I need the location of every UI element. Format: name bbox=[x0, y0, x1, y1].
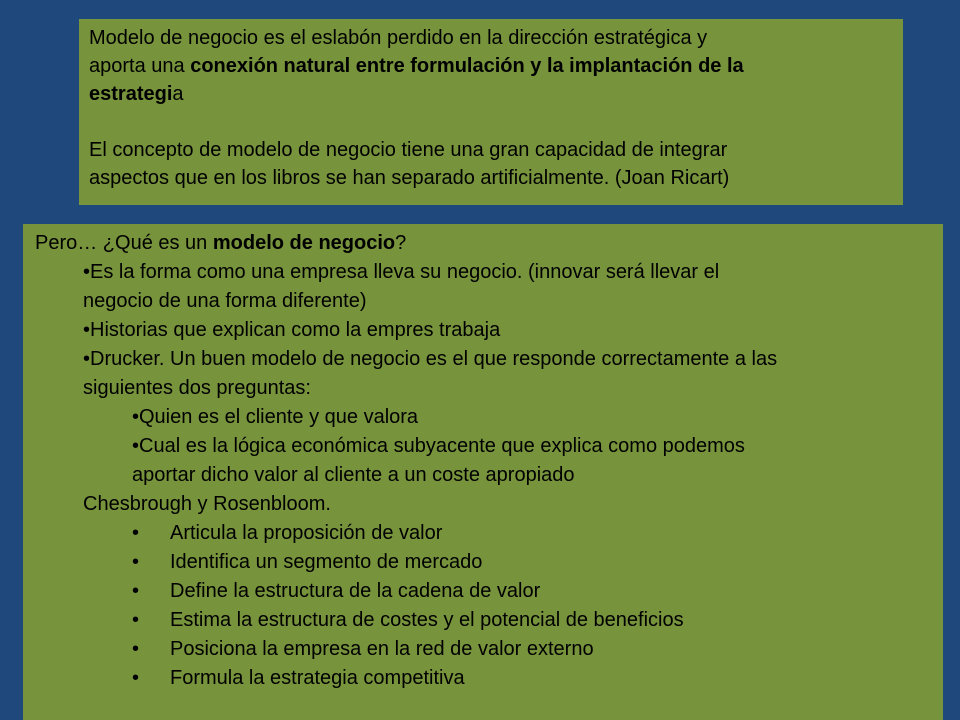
quote-emphasis: conexión natural entre formulación y la implantación de la bbox=[190, 55, 744, 77]
list-item: • Formula la estrategia competitiva bbox=[35, 664, 933, 693]
quote-line: El concepto de modelo de negocio tiene una gran capacidad de integrar bbox=[89, 139, 728, 161]
list-item: •Es la forma como una empresa lleva su negocio. (innovar será llevar el bbox=[83, 261, 720, 283]
bullet-icon: • bbox=[132, 667, 140, 689]
definition-box bbox=[23, 224, 943, 720]
sub-list-item-continuation: aportar dicho valor al cliente a un coste apropiado bbox=[132, 464, 575, 486]
quote-text: aporta una bbox=[89, 55, 191, 77]
list-item: •Drucker. Un buen modelo de negocio es el que responde correctamente a las bbox=[83, 348, 778, 370]
list-item-continuation: siguientes dos preguntas: bbox=[83, 377, 311, 399]
bullet-icon: • bbox=[132, 580, 140, 602]
bullet-icon: • bbox=[132, 551, 140, 573]
quote-paragraph-1 bbox=[89, 24, 893, 108]
quote-line: aspectos que en los libros se han separado artificialmente. (Joan Ricart) bbox=[89, 167, 730, 189]
list-item: • Articula la proposición de valor bbox=[35, 519, 933, 548]
list-item: • Estima la estructura de costes y el potencial de beneficios bbox=[35, 606, 933, 635]
bullet-icon: • bbox=[132, 609, 140, 631]
bullet-icon: • bbox=[132, 522, 140, 544]
question-emphasis: modelo de negocio bbox=[212, 232, 396, 254]
list-item-continuation: negocio de una forma diferente) bbox=[83, 290, 367, 312]
bullet-icon: • bbox=[132, 638, 140, 660]
chesbrough-heading: Chesbrough y Rosenbloom. bbox=[83, 493, 331, 515]
sub-list-item: •Cual es la lógica económica subyacente que explica como podemos bbox=[132, 435, 745, 457]
quote-paragraph-2 bbox=[89, 136, 893, 192]
sub-list-item: •Quien es el cliente y que valora bbox=[132, 406, 419, 428]
list-item: • Identifica un segmento de mercado bbox=[35, 548, 933, 577]
list-item: • Define la estructura de la cadena de valor bbox=[35, 577, 933, 606]
question-heading: Pero… ¿Qué es un modelo de negocio? bbox=[35, 232, 407, 254]
quote-emphasis: estrategi bbox=[89, 83, 173, 105]
quote-line: Modelo de negocio es el eslabón perdido en la dirección estratégica y bbox=[89, 27, 708, 49]
quote-text: a bbox=[172, 83, 184, 105]
quote-box bbox=[79, 19, 903, 205]
list-item: •Historias que explican como la empres trabaja bbox=[83, 319, 501, 341]
list-item: • Posiciona la empresa en la red de valor externo bbox=[35, 635, 933, 664]
